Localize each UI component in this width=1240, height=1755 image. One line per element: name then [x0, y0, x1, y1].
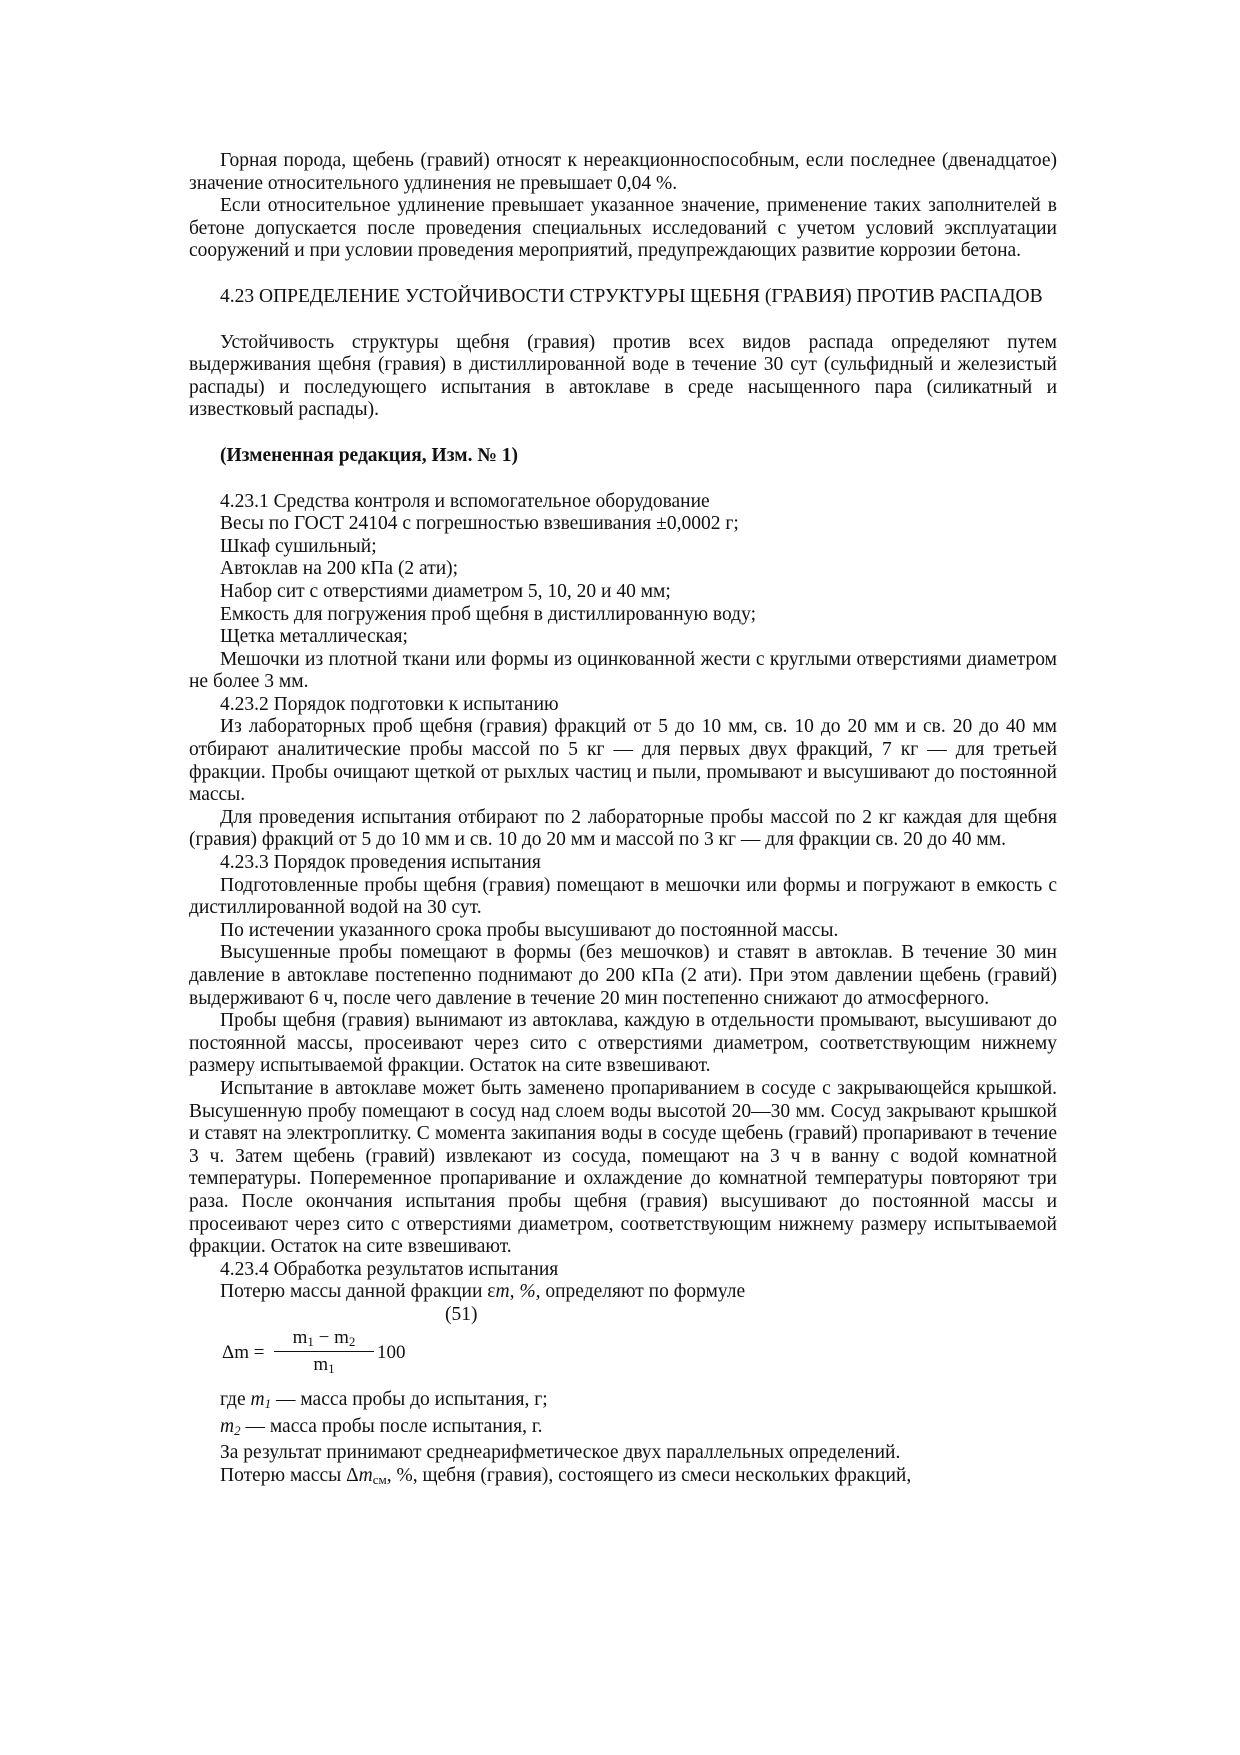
list-item: Щетка металлическая; — [220, 626, 408, 648]
list-item: Автоклав на 200 кПа (2 ати); — [220, 558, 459, 580]
paragraph: Устойчивость структуры щебня (гравия) против всех видов распада определяют путем выдерживания щебня (гравия) в дистиллированной воде в течение 30 сут (сульфидный и железистый распады) и последующего испытания в автоклаве в среде насыщенного пара (силикатный и известковый распады). — [189, 331, 1057, 421]
amendment-note: (Измененная редакция, Изм. № 1) — [220, 444, 519, 466]
formula-intro-text-end: определяют по формуле — [540, 1281, 746, 1303]
paragraph: Высушенные пробы помещают в формы (без мешочков) и ставят в автоклав. В течение 30 мин давление в автоклаве постепенно поднимают до 200 кПа (2 ати). При этом давлении щебень (гравий) выдерживают 6 ч, после чего давление в течение 20 мин постепенно снижают до атмосферного. — [189, 942, 1057, 1009]
paragraph: Горная порода, щебень (гравий) относят к нереакционноспособным, если последнее (двенадцатое) значение относительного удлинения не превышает 0,04 %. — [189, 150, 1057, 194]
subsection-title: 4.23.3 Порядок проведения испытания — [220, 852, 541, 874]
equation-number: (51) — [445, 1303, 478, 1325]
variable-m1-text: — масса пробы до испытания, г; — [271, 1388, 548, 1410]
list-item: Шкаф сушильный; — [220, 535, 377, 557]
subsection-title: 4.23.4 Обработка результатов испытания — [220, 1258, 559, 1280]
paragraph: Из лабораторных проб щебня (гравия) фракций от 5 до 10 мм, св. 10 до 20 мм и св. 20 до 40 мм отбирают аналитические пробы массой по 5 кг — для первых двух фракций, 7 кг — для третьей фракции. Пробы очищают щеткой от рыхлых частиц и пыли, промывают и высушивают до постоянной массы. — [189, 716, 1057, 806]
subsection-title: 4.23.1 Средства контроля и вспомогательное оборудование — [220, 490, 710, 512]
paragraph: По истечении указанного срока пробы высушивают до постоянной массы. — [220, 919, 839, 941]
numerator-minus: − — [313, 1326, 335, 1348]
variable-definition — [189, 1389, 1057, 1416]
variable-m2: m — [220, 1415, 235, 1437]
list-item: Мешочки из плотной ткани или формы из оцинкованной жести с круглыми отверстиями диаметром не более 3 мм. — [189, 648, 1057, 693]
numerator-m2-sub: 2 — [348, 1333, 356, 1349]
paragraph-continued — [189, 1465, 1057, 1492]
where-word: где — [220, 1388, 251, 1410]
list-item: Набор сит с отверстиями диаметром 5, 10, 20 и 40 мм; — [220, 580, 671, 602]
formula-denominator — [274, 1354, 374, 1376]
variable-m1: m — [250, 1388, 265, 1410]
list-item: Весы по ГОСТ 24104 с погрешностью взвешивания ±0,0002 г; — [220, 513, 739, 535]
paragraph: За результат принимают среднеарифметическое двух параллельных определений. — [220, 1442, 901, 1464]
paragraph: Подготовленные пробы щебня (гравия) помещают в мешочки или формы и погружают в емкость с дистиллированной водой на 30 сут. — [189, 874, 1057, 919]
formula-intro-variable: m, %, — [495, 1281, 541, 1303]
paragraph: Пробы щебня (гравия) вынимают из автоклава, каждую в отдельности промывают, высушивают до постоянной массы, просеивают через сито с отверстиями диаметром, соответствующим нижнему размеру испытываемой фракции. Остаток на сите взвешивают. — [189, 1010, 1057, 1077]
last-variable: m — [358, 1464, 373, 1486]
paragraph: Для проведения испытания отбирают по 2 лабораторные пробы массой по 2 кг каждая для щебня (гравия) фракций от 5 до 10 мм и св. 10 до 20 мм и массой по 3 кг — для фракции св. 20 до 40 мм. — [189, 806, 1057, 851]
paragraph: Если относительное удлинение превышает указанное значение, применение таких заполнителей в бетоне допускается после проведения специальных исследований с учетом условий эксплуатации сооружений и при условии проведения мероприятий, предупреждающих развитие коррозии бетона. — [189, 195, 1057, 262]
variable-m2-text: — масса пробы после испытания, г. — [240, 1415, 543, 1437]
last-text-end: , %, щебня (гравия), состоящего из смеси нескольких фракций, — [386, 1464, 912, 1486]
fraction-bar — [274, 1351, 374, 1352]
formula-lhs: Δm = — [222, 1341, 265, 1363]
variable-definition — [189, 1416, 1057, 1443]
formula-numerator — [274, 1327, 374, 1349]
formula-multiplier: 100 — [377, 1341, 406, 1363]
last-variable-sub: см — [372, 1471, 387, 1487]
paragraph: Испытание в автоклаве может быть заменено пропариванием в сосуде с закрывающейся крышкой. Высушенную пробу помещают в сосуд над слоем воды высотой 20—30 мм. Сосуд закрывают крышкой и ставят на электроплитку. С момента закипания воды в сосуде щебень (гравий) пропаривают в течение 3 ч. Затем щебень (гравий) извлекают из сосуда, помещают на 3 ч в ванну с водой комнатной температуры. Попеременное пропаривание и охлаждение до комнатной температуры повторяют три раза. После окончания испытания пробы щебня (гравия) высушивают до постоянной массы и просеивают через сито с отверстиями диаметром, соответствующим нижнему размеру испытываемой фракции. Остаток на сите взвешивают. — [189, 1077, 1057, 1258]
list-item: Емкость для погружения проб щебня в дистиллированную воду; — [220, 603, 756, 625]
document-page — [189, 150, 1057, 1491]
loss-formula — [222, 1327, 1057, 1383]
formula-intro-text: Потерю массы данной фракции ε — [220, 1281, 496, 1303]
variable-m2-sub: 2 — [234, 1422, 241, 1438]
subsection-title: 4.23.2 Порядок подготовки к испытанию — [220, 693, 559, 715]
denominator-m1: m — [313, 1353, 329, 1375]
numerator-m2: m — [334, 1326, 349, 1348]
numerator-m1-sub: 1 — [307, 1333, 314, 1349]
numerator-m1: m — [292, 1326, 308, 1348]
formula-fraction — [274, 1327, 374, 1376]
denominator-m1-sub: 1 — [328, 1360, 335, 1376]
section-heading: 4.23 ОПРЕДЕЛЕНИЕ УСТОЙЧИВОСТИ СТРУКТУРЫ ЩЕБНЯ (ГРАВИЯ) ПРОТИВ РАСПАДОВ — [220, 285, 1043, 307]
last-text: Потерю массы Δ — [220, 1464, 359, 1486]
variable-m1-sub: 1 — [264, 1395, 272, 1411]
formula-intro — [189, 1281, 1057, 1304]
